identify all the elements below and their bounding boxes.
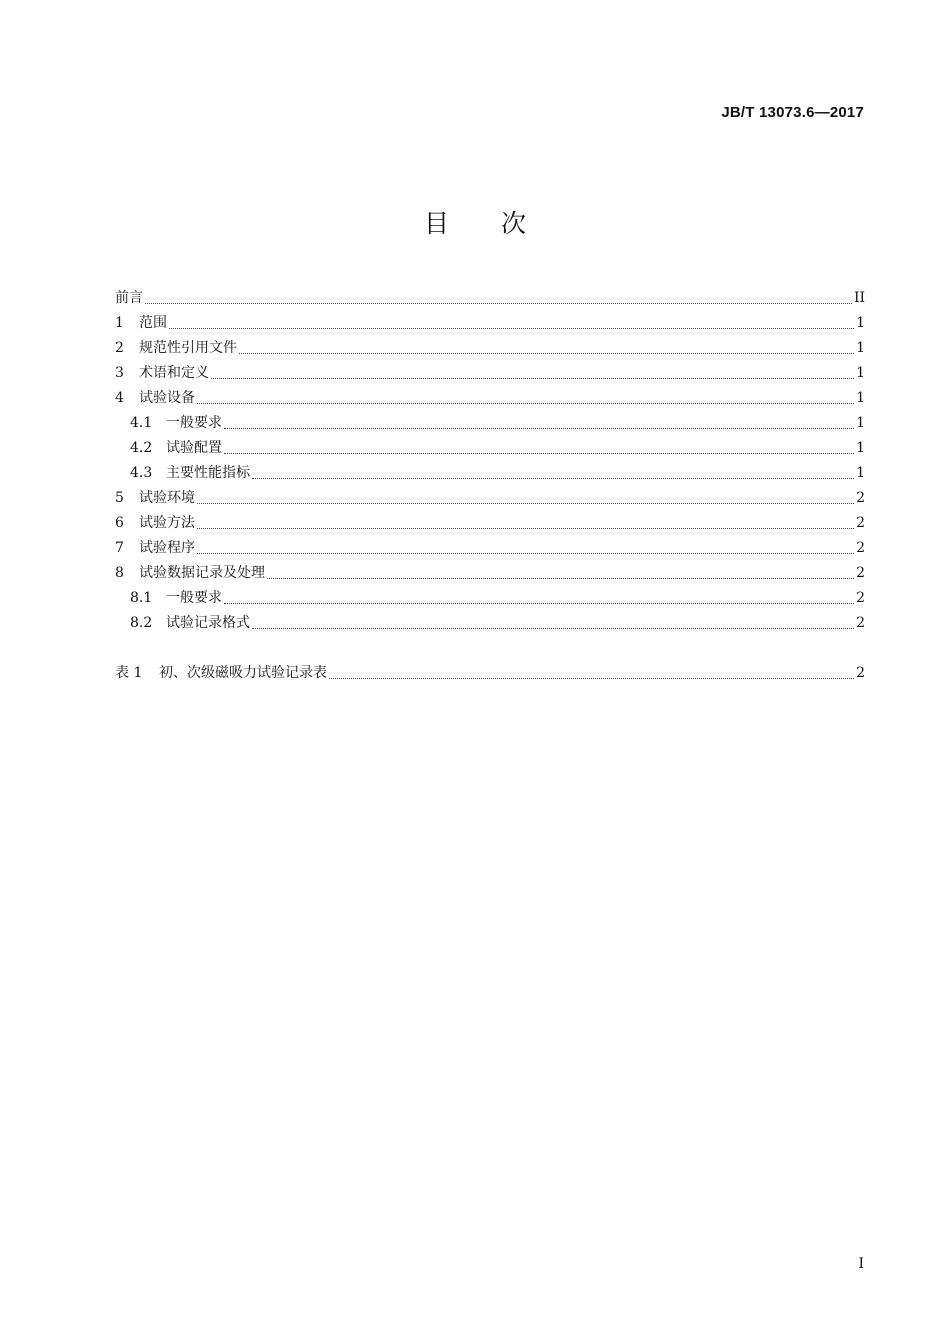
toc-entry[interactable] [115,336,865,361]
dot-leader [211,378,854,379]
toc-label: 一般要求 [166,415,222,431]
toc-label: 范围 [139,315,167,331]
toc-label: 试验设备 [139,390,195,406]
dot-leader [197,503,854,504]
toc-number: 8.2 [130,615,153,631]
toc-number: 2 [115,340,124,356]
toc-page: II [853,290,865,306]
toc-page: 1 [856,315,865,331]
toc-number: 6 [115,515,124,531]
dot-leader [239,353,854,354]
toc-page: 2 [856,565,865,581]
toc-number: 4.3 [130,465,153,481]
table-of-contents [115,286,865,686]
toc-page: 2 [856,590,865,606]
dot-leader [197,528,854,529]
dot-leader [252,628,854,629]
toc-label: 术语和定义 [139,365,209,381]
page-title [0,204,950,240]
toc-page: 2 [856,490,865,506]
toc-number: 4.2 [130,440,153,456]
toc-page: 2 [856,665,865,681]
toc-subentry[interactable] [115,411,865,436]
toc-number: 1 [115,315,124,331]
toc-page: 1 [856,390,865,406]
toc-subentry[interactable] [115,586,865,611]
toc-label: 规范性引用文件 [139,340,237,356]
toc-entry[interactable] [115,361,865,386]
toc-label: 试验配置 [166,440,222,456]
toc-page: 2 [856,540,865,556]
toc-number: 7 [115,540,124,556]
toc-page: 1 [856,440,865,456]
toc-entry[interactable] [115,486,865,511]
title-part-2: 次 [501,209,527,238]
toc-entry[interactable] [115,536,865,561]
toc-entry[interactable] [115,311,865,336]
toc-label: 试验环境 [139,490,195,506]
toc-page: 1 [856,415,865,431]
toc-entry[interactable] [115,386,865,411]
toc-page: 1 [856,340,865,356]
toc-number: 8 [115,565,124,581]
toc-label: 试验方法 [139,515,195,531]
toc-number: 3 [115,365,124,381]
toc-label: 初、次级磁吸力试验记录表 [159,665,327,681]
dot-leader [224,428,854,429]
toc-entry[interactable] [115,511,865,536]
toc-page: 2 [856,515,865,531]
dot-leader [197,553,854,554]
toc-number: 8.1 [130,590,153,606]
toc-label: 主要性能指标 [166,465,250,481]
toc-number: 4 [115,390,124,406]
toc-number: 5 [115,490,124,506]
toc-subentry[interactable] [115,461,865,486]
toc-label: 一般要求 [166,590,222,606]
toc-label: 试验记录格式 [166,615,250,631]
standard-code: JB/T 13073.6—2017 [721,104,864,121]
toc-label: 试验数据记录及处理 [139,565,265,581]
title-part-1: 目 [423,209,449,238]
toc-label: 前言 [115,290,143,306]
toc-table-entry[interactable] [115,661,865,686]
dot-leader [169,328,854,329]
toc-table-number: 表 1 [115,665,143,681]
toc-page: 2 [856,615,865,631]
page-number: I [858,1256,864,1272]
dot-leader [145,303,852,304]
dot-leader [329,678,854,679]
toc-subentry[interactable] [115,611,865,636]
toc-number: 4.1 [130,415,153,431]
toc-subentry[interactable] [115,436,865,461]
dot-leader [224,603,854,604]
toc-entry[interactable] [115,286,865,311]
toc-page: 1 [856,465,865,481]
dot-leader [224,453,854,454]
dot-leader [267,578,854,579]
toc-page: 1 [856,365,865,381]
dot-leader [197,403,854,404]
toc-entry[interactable] [115,561,865,586]
toc-label: 试验程序 [139,540,195,556]
dot-leader [252,478,854,479]
